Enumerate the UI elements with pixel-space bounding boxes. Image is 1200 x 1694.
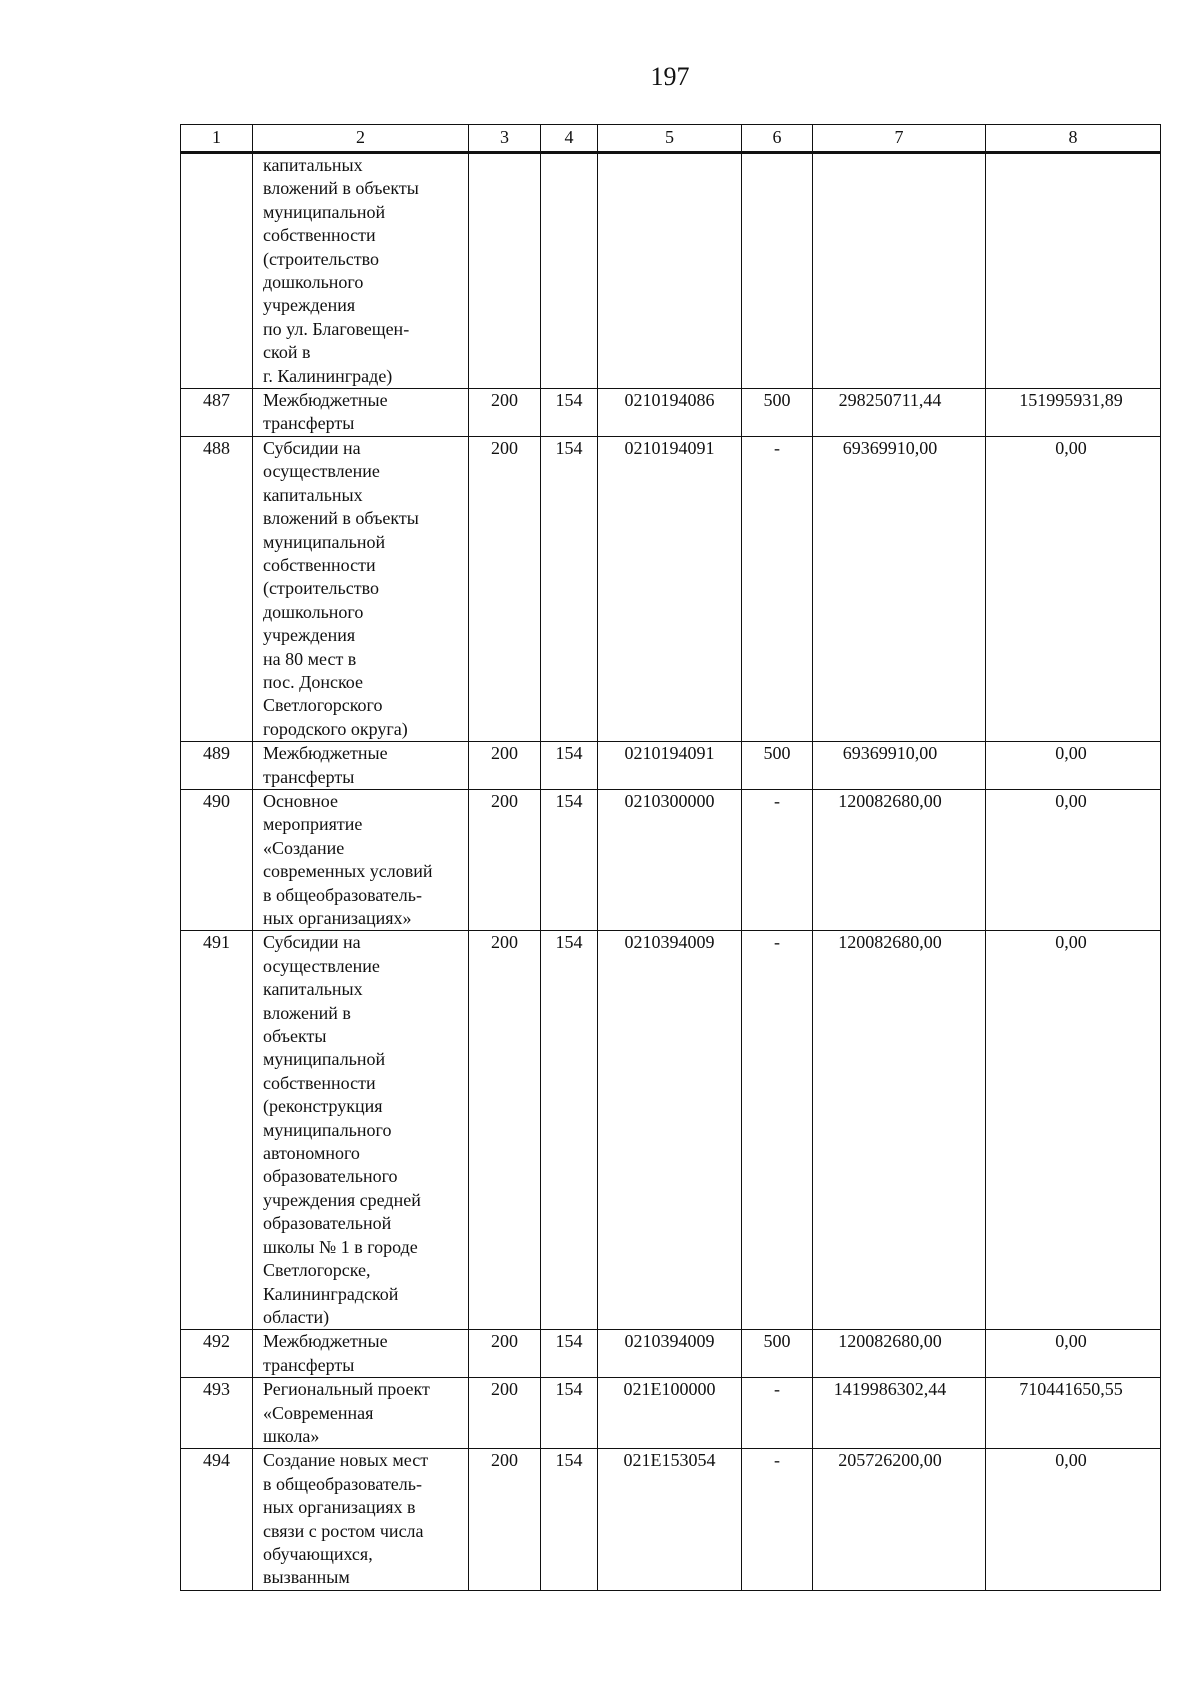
column-header: 7 [813,125,986,153]
cell-code-3: 200 [469,931,541,1330]
cell-code-4: 154 [541,789,598,930]
cell-amount-7: 205726200,00 [813,1449,986,1590]
cell-code-3: 200 [469,1449,541,1590]
cell-expense-type: - [742,1378,813,1449]
row-description: капитальных вложений в объекты муниципальной собственности (строительство дошкольного учреждения по ул. Благовещен- ской в г. Калининграде) [253,153,469,389]
cell-amount-7: 120082680,00 [813,1330,986,1378]
cell-code-4: 154 [541,931,598,1330]
row-number: 488 [181,436,253,741]
column-header: 3 [469,125,541,153]
cell-expense-type: - [742,1449,813,1590]
cell-expense-type: 500 [742,1330,813,1378]
page-number: 197 [650,62,690,91]
cell-amount-8: 0,00 [986,789,1161,930]
cell-amount-7: 298250711,44 [813,389,986,437]
row-number: 490 [181,789,253,930]
cell-target-code: 021E153054 [598,1449,742,1590]
table-body [181,153,1161,1591]
row-description: Субсидии на осуществление капитальных вложений в объекты муниципальной собственности (реконструкция муниципального автономного образовательного учреждения средней образовательной школы № 1 в городе Светлогорске, Калининградской области) [253,931,469,1330]
cell-target-code: 0210394009 [598,1330,742,1378]
row-description: Создание новых мест в общеобразователь- ных организациях в связи с ростом числа обучающихся, вызванным [253,1449,469,1590]
cell-target-code: 0210394009 [598,931,742,1330]
cell-amount-7: 69369910,00 [813,436,986,741]
cell-code-4: 154 [541,1378,598,1449]
row-description: Субсидии на осуществление капитальных вложений в объекты муниципальной собственности (строительство дошкольного учреждения на 80 мест в пос. Донское Светлогорского городского округа) [253,436,469,741]
row-description: Межбюджетные трансферты [253,389,469,437]
cell-amount-8: 0,00 [986,1449,1161,1590]
cell-amount-8: 710441650,55 [986,1378,1161,1449]
cell-amount-8: 0,00 [986,742,1161,790]
cell-target-code [598,153,742,389]
row-description: Региональный проект «Современная школа» [253,1378,469,1449]
cell-amount-7: 120082680,00 [813,931,986,1330]
header-row [181,125,1161,153]
cell-code-3: 200 [469,436,541,741]
cell-target-code: 0210194091 [598,742,742,790]
column-header: 5 [598,125,742,153]
table-row [181,742,1161,790]
cell-amount-7 [813,153,986,389]
cell-target-code: 0210300000 [598,789,742,930]
row-description: Межбюджетные трансферты [253,742,469,790]
cell-code-3: 200 [469,389,541,437]
column-header: 4 [541,125,598,153]
cell-amount-8 [986,153,1161,389]
cell-code-4: 154 [541,1330,598,1378]
row-number [181,153,253,389]
table-row [181,436,1161,741]
table-row [181,1378,1161,1449]
cell-code-3: 200 [469,789,541,930]
row-number: 493 [181,1378,253,1449]
row-description: Межбюджетные трансферты [253,1330,469,1378]
cell-code-3: 200 [469,1378,541,1449]
cell-code-4: 154 [541,1449,598,1590]
cell-code-4 [541,153,598,389]
budget-table [180,124,1161,1591]
cell-expense-type: 500 [742,742,813,790]
cell-amount-7: 1419986302,44 [813,1378,986,1449]
cell-code-3 [469,153,541,389]
cell-code-3: 200 [469,742,541,790]
cell-target-code: 0210194091 [598,436,742,741]
table-row [181,1330,1161,1378]
cell-amount-7: 69369910,00 [813,742,986,790]
cell-code-3: 200 [469,1330,541,1378]
cell-amount-8: 0,00 [986,436,1161,741]
row-number: 492 [181,1330,253,1378]
cell-amount-7: 120082680,00 [813,789,986,930]
cell-amount-8: 151995931,89 [986,389,1161,437]
column-header: 1 [181,125,253,153]
cell-target-code: 021E100000 [598,1378,742,1449]
table-row [181,153,1161,389]
table-row [181,931,1161,1330]
cell-amount-8: 0,00 [986,1330,1161,1378]
row-description: Основное мероприятие «Создание современных условий в общеобразователь- ных организациях» [253,789,469,930]
column-header: 6 [742,125,813,153]
cell-code-4: 154 [541,389,598,437]
cell-expense-type: - [742,931,813,1330]
cell-code-4: 154 [541,742,598,790]
row-number: 489 [181,742,253,790]
cell-expense-type: 500 [742,389,813,437]
table-row [181,389,1161,437]
cell-expense-type: - [742,436,813,741]
cell-amount-8: 0,00 [986,931,1161,1330]
row-number: 487 [181,389,253,437]
row-number: 494 [181,1449,253,1590]
column-header: 8 [986,125,1161,153]
table-row [181,1449,1161,1590]
table-row [181,789,1161,930]
cell-target-code: 0210194086 [598,389,742,437]
cell-code-4: 154 [541,436,598,741]
cell-expense-type [742,153,813,389]
row-number: 491 [181,931,253,1330]
cell-expense-type: - [742,789,813,930]
column-header: 2 [253,125,469,153]
